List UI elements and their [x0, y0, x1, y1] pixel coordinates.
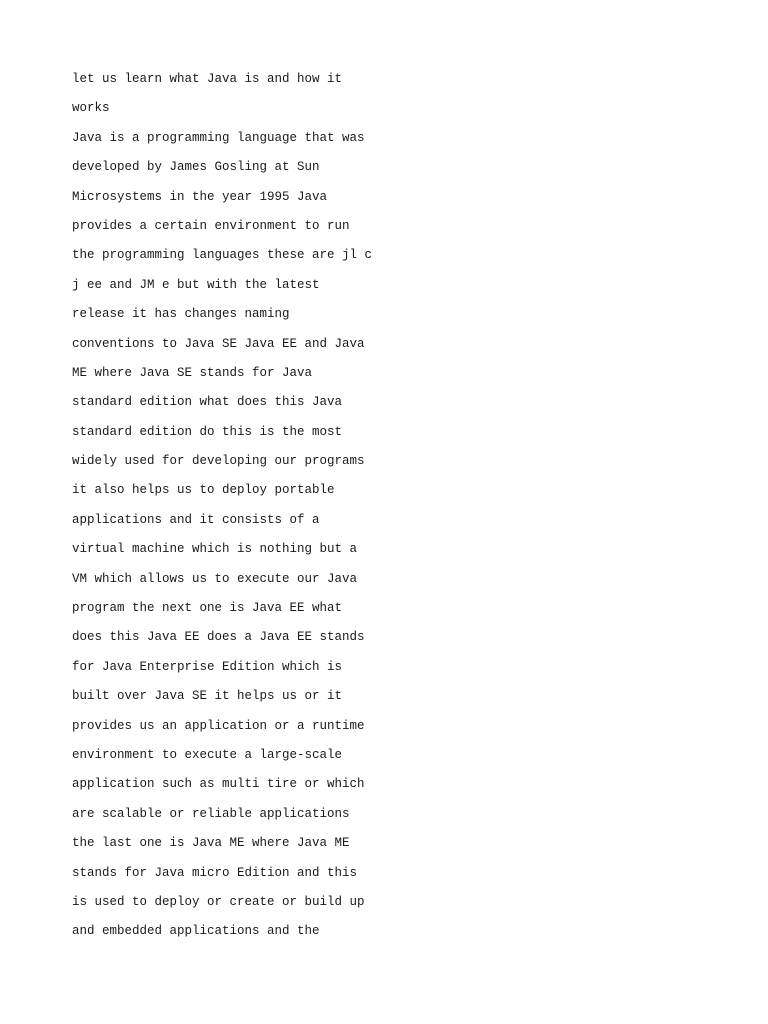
text-line: applications and it consists of a — [72, 512, 320, 527]
document-body-text — [72, 65, 712, 947]
text-line: built over Java SE it helps us or it — [72, 689, 343, 704]
text-line: works — [72, 101, 110, 116]
text-line: Microsystems in the year 1995 Java — [72, 189, 328, 204]
text-line: standard edition what does this Java — [72, 395, 343, 410]
text-line: ME where Java SE stands for Java — [72, 365, 313, 380]
text-line: conventions to Java SE Java EE and Java — [72, 336, 365, 351]
text-line: does this Java EE does a Java EE stands — [72, 630, 365, 645]
text-line: program the next one is Java EE what — [72, 601, 343, 616]
text-line: application such as multi tire or which — [72, 777, 365, 792]
text-line: provides a certain environment to run — [72, 218, 350, 233]
text-line: release it has changes naming — [72, 307, 290, 322]
text-line: Java is a programming language that was — [72, 130, 365, 145]
text-line: it also helps us to deploy portable — [72, 483, 335, 498]
text-line: let us learn what Java is and how it — [72, 72, 343, 86]
text-line: the programming languages these are jl c — [72, 248, 373, 263]
text-line: and embedded applications and the — [72, 924, 320, 939]
text-line: standard edition do this is the most — [72, 424, 343, 439]
text-line: are scalable or reliable applications — [72, 806, 350, 821]
text-line: the last one is Java ME where Java ME — [72, 836, 350, 851]
text-line: VM which allows us to execute our Java — [72, 571, 358, 586]
text-line: is used to deploy or create or build up — [72, 894, 365, 909]
text-line: virtual machine which is nothing but a — [72, 542, 358, 557]
text-line: developed by James Gosling at Sun — [72, 160, 320, 175]
text-line: for Java Enterprise Edition which is — [72, 659, 343, 674]
text-line: environment to execute a large-scale — [72, 747, 343, 762]
text-line: j ee and JM e but with the latest — [72, 277, 320, 292]
text-line: provides us an application or a runtime — [72, 718, 365, 733]
text-line: widely used for developing our programs — [72, 454, 365, 469]
text-line: stands for Java micro Edition and this — [72, 865, 358, 880]
